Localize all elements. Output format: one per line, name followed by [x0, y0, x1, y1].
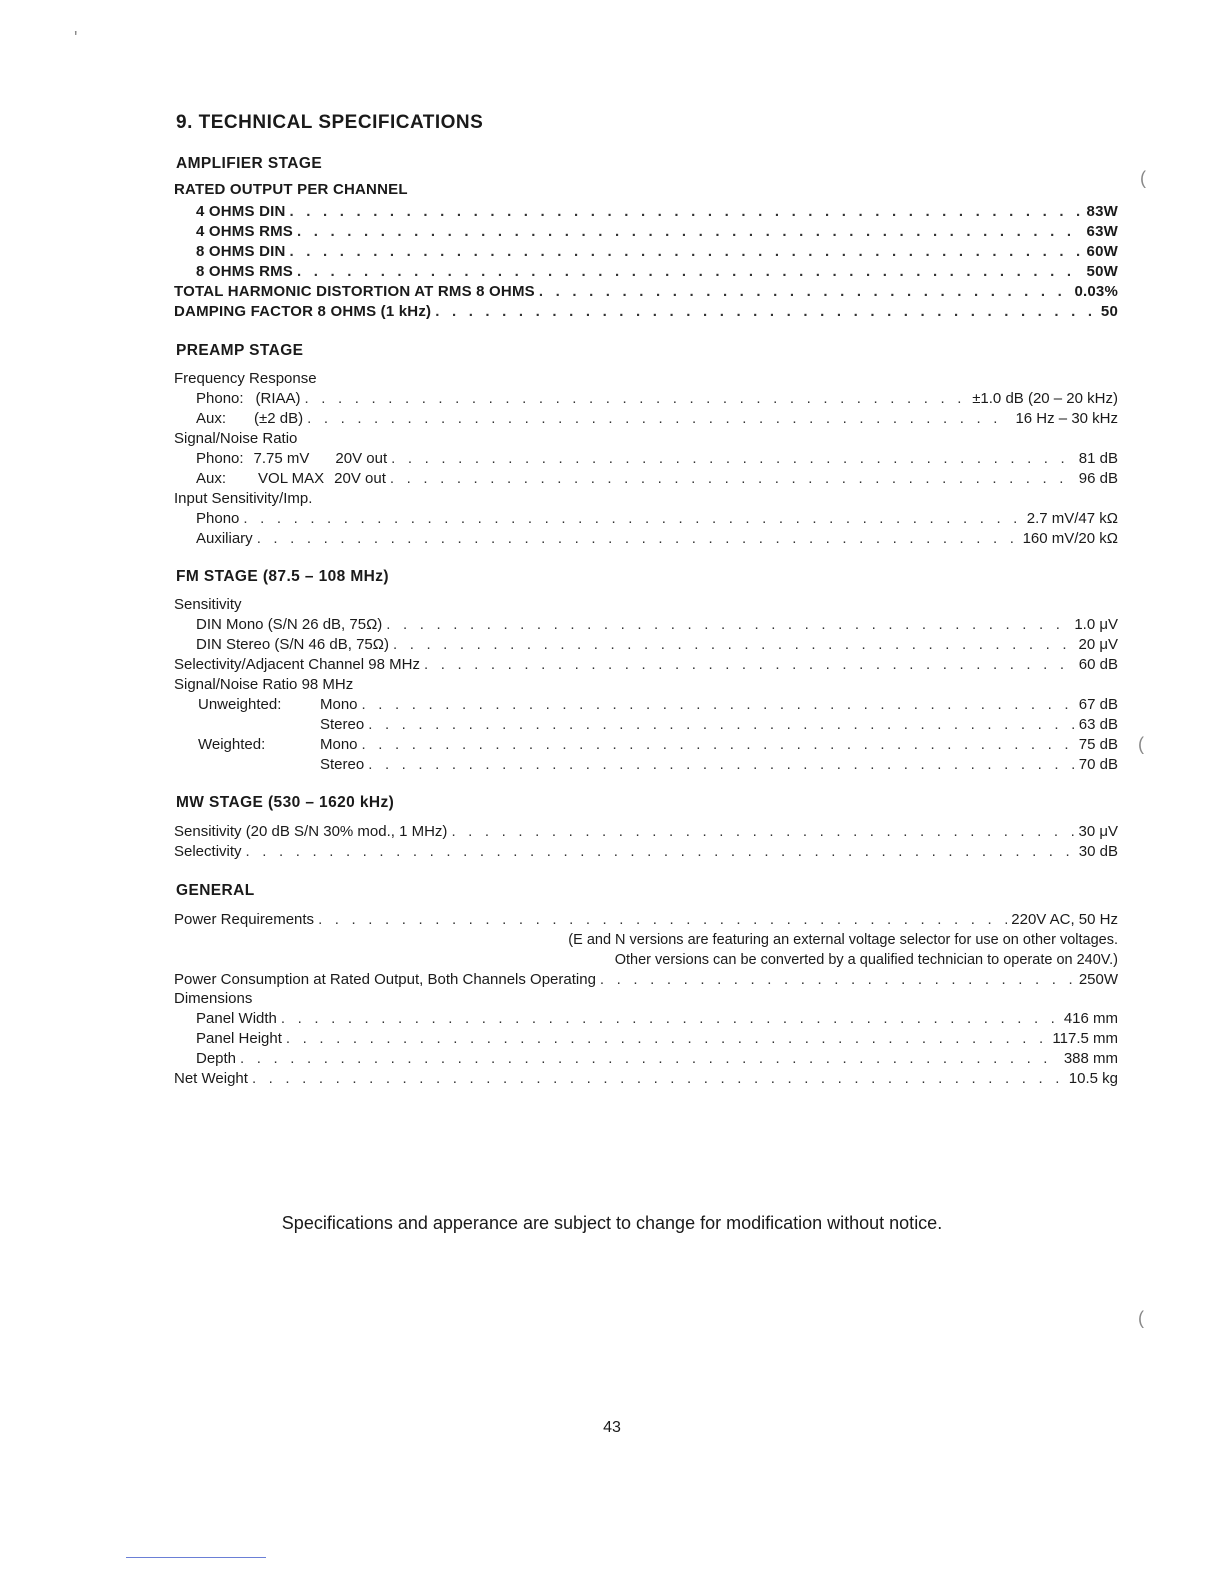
spec-row: Power Requirements . . . 220V AC, 50 Hz — [174, 911, 1118, 931]
spec-row: Panel Height . . . 117.5 mm — [174, 1030, 1118, 1050]
spec-row: Mono . . . 67 dB — [174, 696, 1118, 716]
section-amplifier-title: AMPLIFIER STAGE — [176, 155, 323, 172]
spec-row-damping: DAMPING FACTOR 8 OHMS (1 kHz) . . . 50 — [174, 303, 1118, 323]
spec-row: Depth . . . 388 mm — [174, 1050, 1118, 1070]
spec-row: Phono: 7.75 mV 20V out . . . 81 dB — [174, 450, 1118, 470]
spec-row: Phono . . . 2.7 mV/47 kΩ — [174, 510, 1118, 530]
spec-row: Sensitivity (20 dB S/N 30% mod., 1 MHz) . . . 30 μV — [174, 823, 1118, 843]
section-general-title: GENERAL — [176, 882, 255, 899]
section-fm-title: FM STAGE (87.5 – 108 MHz) — [176, 568, 389, 585]
spec-row: Aux: (±2 dB) . . . 16 Hz – 30 kHz — [174, 410, 1118, 430]
scan-mark: ' — [74, 28, 78, 48]
page-number: 43 — [603, 1419, 621, 1436]
page-title: 9. TECHNICAL SPECIFICATIONS — [176, 112, 484, 133]
unweighted-label: Unweighted: — [198, 696, 282, 713]
spec-row: Mono . . . 75 dB — [174, 736, 1118, 756]
scan-mark: ( — [1138, 734, 1144, 754]
spec-row: Auxiliary . . . 160 mV/20 kΩ — [174, 530, 1118, 550]
spec-row: DIN Mono (S/N 26 dB, 75Ω) . . . 1.0 μV — [174, 616, 1118, 636]
scan-underline — [126, 1557, 266, 1558]
input-sensitivity-label: Input Sensitivity/Imp. — [174, 490, 313, 507]
spec-row: 8 OHMS RMS . . . 50W — [174, 263, 1118, 283]
scan-mark: ( — [1140, 168, 1146, 188]
fm-snr-label: Signal/Noise Ratio 98 MHz — [174, 676, 354, 693]
voltage-note-line1: (E and N versions are featuring an external voltage selector for use on other voltages. — [568, 932, 1118, 948]
spec-row: Selectivity/Adjacent Channel 98 MHz . . . 60 dB — [174, 656, 1118, 676]
rated-output-label: RATED OUTPUT PER CHANNEL — [174, 181, 408, 198]
spec-row: 4 OHMS RMS . . . 63W — [174, 223, 1118, 243]
spec-row: Stereo . . . 70 dB — [174, 756, 1118, 776]
spec-row: 8 OHMS DIN . . . 60W — [174, 243, 1118, 263]
section-mw-title: MW STAGE (530 – 1620 kHz) — [176, 794, 395, 811]
spec-row: 4 OHMS DIN . . . 83W — [174, 203, 1118, 223]
spec-row: Aux: VOL MAX 20V out . . . 96 dB — [174, 470, 1118, 490]
spec-row: Stereo . . . 63 dB — [174, 716, 1118, 736]
spec-row: Net Weight . . . 10.5 kg — [174, 1070, 1118, 1090]
dimensions-label: Dimensions — [174, 990, 253, 1007]
spec-row: Panel Width . . . 416 mm — [174, 1010, 1118, 1030]
section-preamp-title: PREAMP STAGE — [176, 342, 304, 359]
spec-row-thd: TOTAL HARMONIC DISTORTION AT RMS 8 OHMS . . . 0.03% — [174, 283, 1118, 303]
spec-row: Power Consumption at Rated Output, Both Channels Operating . . . 250W — [174, 971, 1118, 991]
freq-response-label: Frequency Response — [174, 370, 317, 387]
footer-notice: Specifications and apperance are subject to change for modification without notice. — [281, 1213, 943, 1233]
weighted-label: Weighted: — [198, 736, 266, 753]
spec-row: Selectivity . . . 30 dB — [174, 843, 1118, 863]
spec-row: Phono: (RIAA) . . . ±1.0 dB (20 – 20 kHz) — [174, 390, 1118, 410]
snr-label: Signal/Noise Ratio — [174, 430, 298, 447]
spec-row: DIN Stereo (S/N 46 dB, 75Ω) . . . 20 μV — [174, 636, 1118, 656]
fm-sensitivity-label: Sensitivity — [174, 596, 242, 613]
voltage-note-line2: Other versions can be converted by a qualified technician to operate on 240V.) — [614, 952, 1118, 968]
scan-mark: ( — [1138, 1308, 1144, 1328]
